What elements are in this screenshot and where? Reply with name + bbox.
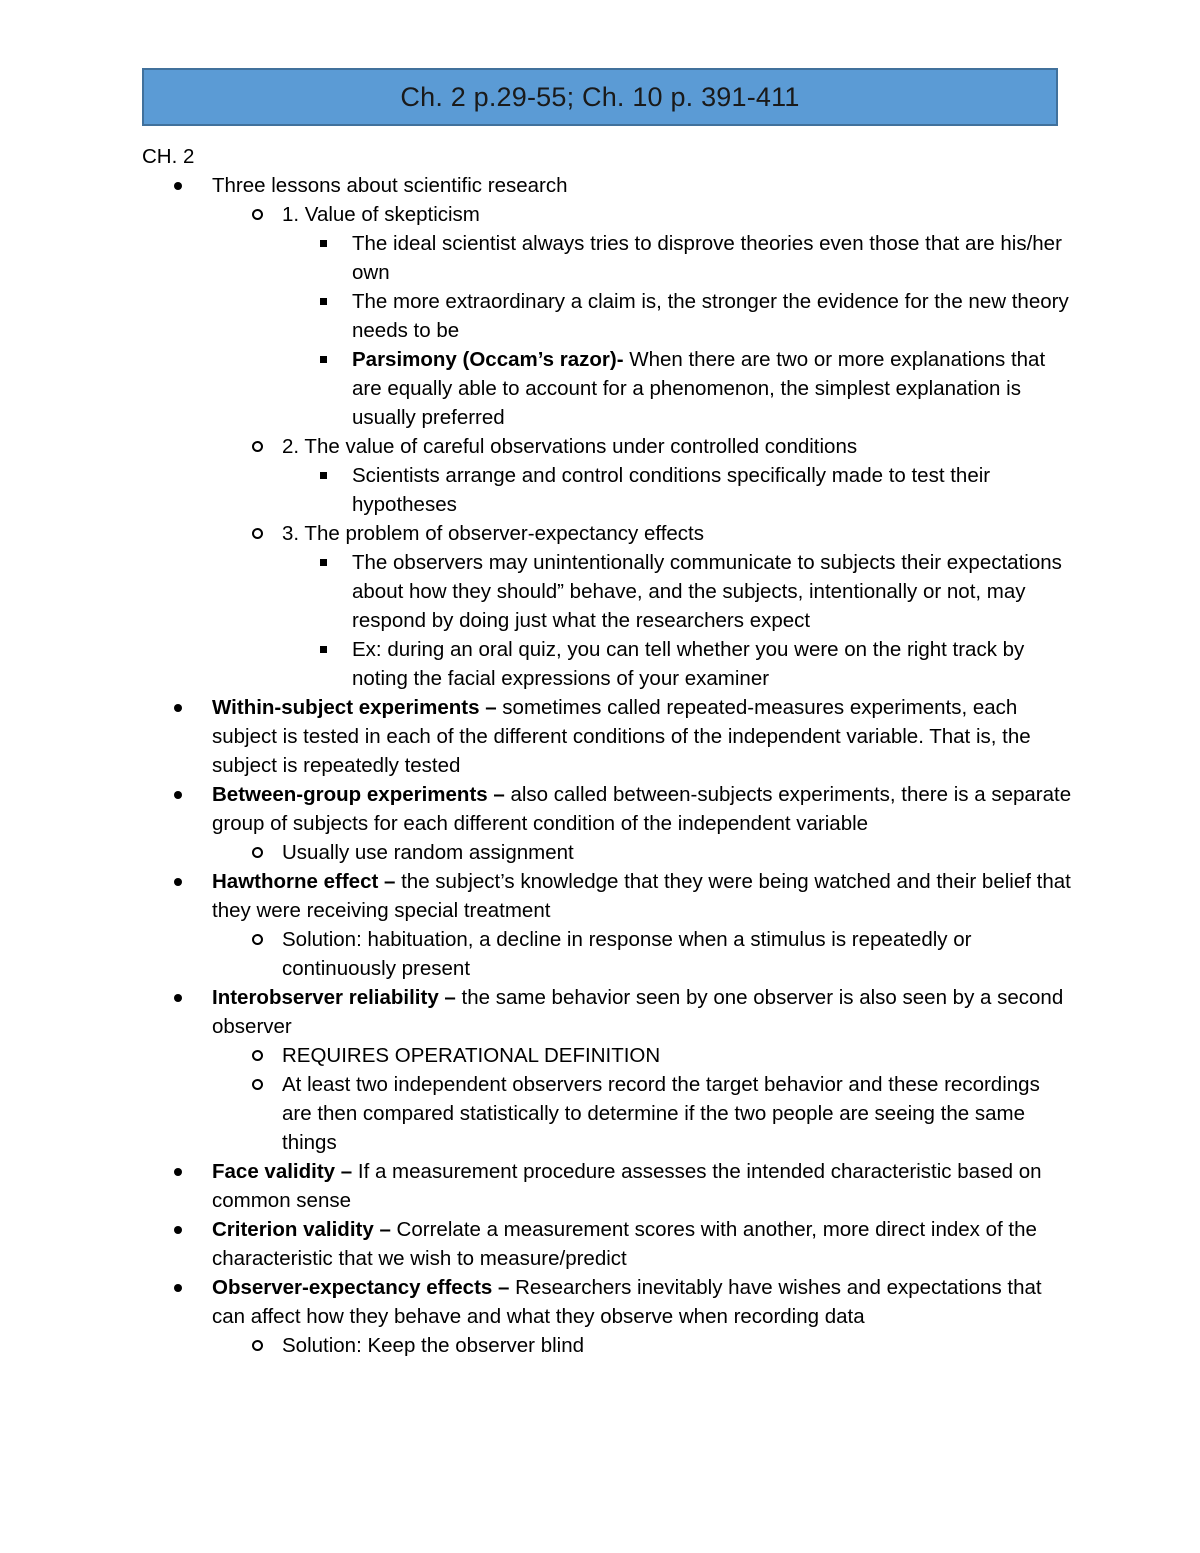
- term-label: Interobserver reliability –: [212, 986, 456, 1009]
- bullet-icon: [174, 1226, 182, 1234]
- circle-bullet-icon: [252, 934, 263, 945]
- main-list: [142, 171, 1072, 1360]
- list-item-text: Solution: Keep the observer blind: [282, 1334, 585, 1357]
- bullet-icon: [174, 1284, 182, 1292]
- term-label: Observer-expectancy effects –: [212, 1276, 510, 1299]
- bullet-icon: [174, 1168, 182, 1176]
- list-item-text: 3. The problem of observer-expectancy effects: [282, 522, 704, 545]
- term-label: Criterion validity –: [212, 1218, 391, 1241]
- square-bullet-icon: [320, 472, 327, 479]
- list-item-text: [352, 345, 1072, 432]
- list-item: [282, 461, 1072, 519]
- sub-list: [212, 1331, 1072, 1360]
- list-item: [142, 867, 1072, 983]
- circle-bullet-icon: [252, 528, 263, 539]
- list-item: [212, 519, 1072, 693]
- square-bullet-icon: [320, 646, 327, 653]
- list-item-text: [212, 693, 1072, 780]
- list-item-text: REQUIRES OPERATIONAL DEFINITION: [282, 1044, 661, 1067]
- lessons-list: [212, 200, 1072, 693]
- list-item-text: [212, 780, 1072, 838]
- list-item-text: 1. Value of skepticism: [282, 203, 480, 226]
- list-item: [142, 1157, 1072, 1215]
- circle-bullet-icon: [252, 441, 263, 452]
- term-label: Parsimony (Occam’s razor)-: [352, 348, 624, 371]
- term-definition: the same behavior seen by one observer is also seen by a second observer: [212, 986, 1064, 1038]
- sub-list: [212, 838, 1072, 867]
- list-item-text: Three lessons about scientific research: [212, 174, 568, 197]
- list-item: [142, 1273, 1072, 1360]
- list-item-text: 2. The value of careful observations under controlled conditions: [282, 435, 858, 458]
- list-item-text: At least two independent observers record the target behavior and these recordings are then compared statistically to determine if the two people are seeing the same things: [282, 1073, 1040, 1154]
- list-item-text: Usually use random assignment: [282, 841, 574, 864]
- list-item-text: Scientists arrange and control conditions specifically made to test their hypotheses: [352, 464, 991, 516]
- bullet-icon: [174, 791, 182, 799]
- list-item: [212, 1070, 1072, 1157]
- term-definition: When there are two or more explanations that are equally able to account for a phenomenon, the simplest explanation is usually preferred: [352, 348, 1046, 429]
- list-item: [142, 983, 1072, 1157]
- section-heading: CH. 2: [142, 145, 195, 168]
- bullet-icon: [174, 878, 182, 886]
- list-item-text: [212, 1215, 1072, 1273]
- term-definition: If a measurement procedure assesses the intended characteristic based on common sense: [212, 1160, 1042, 1212]
- circle-bullet-icon: [252, 209, 263, 220]
- title-banner: [142, 68, 1058, 126]
- list-item: [212, 1331, 1072, 1360]
- list-item-text: The observers may unintentionally communicate to subjects their expectations about how they should” behave, and the subjects, intentionally or not, may respond by doing just what the researchers expect: [352, 551, 1062, 632]
- list-item-text: Ex: during an oral quiz, you can tell whether you were on the right track by noting the facial expressions of your examiner: [352, 638, 1025, 690]
- list-item: [142, 780, 1072, 867]
- square-bullet-icon: [320, 559, 327, 566]
- list-item-text: Solution: habituation, a decline in response when a stimulus is repeatedly or continuously present: [282, 928, 972, 980]
- bullet-icon: [174, 182, 182, 190]
- list-item-text: [212, 1273, 1072, 1331]
- list-item-text: [212, 867, 1072, 925]
- term-label: Face validity –: [212, 1160, 353, 1183]
- term-label: Between-group experiments –: [212, 783, 505, 806]
- term-definition: the subject’s knowledge that they were being watched and their belief that they were receiving special treatment: [212, 870, 1071, 922]
- square-bullet-icon: [320, 240, 327, 247]
- list-item: [282, 229, 1072, 287]
- circle-bullet-icon: [252, 1050, 263, 1061]
- bullet-icon: [174, 994, 182, 1002]
- bullet-icon: [174, 704, 182, 712]
- sub-list: [282, 229, 1072, 432]
- term-label: Within-subject experiments –: [212, 696, 497, 719]
- sub-list: [282, 548, 1072, 693]
- page-title: Ch. 2 p.29-55; Ch. 10 p. 391-411: [400, 81, 800, 112]
- term-definition: sometimes called repeated-measures experiments, each subject is tested in each of the different conditions of the independent variable. That is, the subject is repeatedly tested: [212, 696, 1031, 777]
- list-item-text: [212, 1157, 1072, 1215]
- list-item-text: The ideal scientist always tries to disprove theories even those that are his/her own: [352, 232, 1062, 284]
- list-item: [282, 635, 1072, 693]
- list-item: [142, 171, 1072, 693]
- square-bullet-icon: [320, 298, 327, 305]
- list-item: [282, 548, 1072, 635]
- term-definition: also called between-subjects experiments, there is a separate group of subjects for each different condition of the independent variable: [212, 783, 1072, 835]
- term-definition: Researchers inevitably have wishes and expectations that can affect how they behave and what they observe when recording data: [212, 1276, 1042, 1328]
- list-item-text: The more extraordinary a claim is, the stronger the evidence for the new theory needs to be: [352, 290, 1069, 342]
- list-item-text: [212, 983, 1072, 1041]
- sub-list: [212, 925, 1072, 983]
- sub-list: [212, 1041, 1072, 1157]
- list-item: [142, 1215, 1072, 1273]
- list-item: [212, 432, 1072, 519]
- sub-list: [282, 461, 1072, 519]
- list-item: [282, 287, 1072, 345]
- list-item: [282, 345, 1072, 432]
- list-item: [212, 200, 1072, 432]
- circle-bullet-icon: [252, 847, 263, 858]
- list-item: [212, 1041, 1072, 1070]
- circle-bullet-icon: [252, 1079, 263, 1090]
- list-item: [212, 838, 1072, 867]
- list-item: [142, 693, 1072, 780]
- term-definition: Correlate a measurement scores with another, more direct index of the characteristic that we wish to measure/predict: [212, 1218, 1037, 1270]
- circle-bullet-icon: [252, 1340, 263, 1351]
- term-label: Hawthorne effect –: [212, 870, 396, 893]
- square-bullet-icon: [320, 356, 327, 363]
- notes-content: [142, 140, 1072, 1360]
- list-item: [212, 925, 1072, 983]
